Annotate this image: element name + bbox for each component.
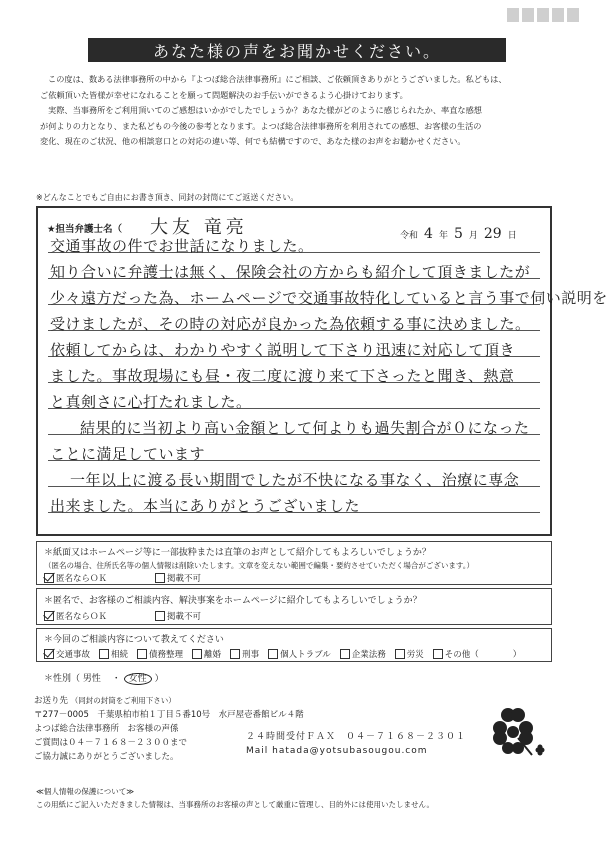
q3-option-other[interactable] bbox=[433, 648, 522, 660]
redaction-block bbox=[522, 8, 534, 22]
instruction-note: ※どんなことでもご自由にお書き頂き、同封の封筒にてご返送ください。 bbox=[36, 193, 299, 202]
checkbox[interactable] bbox=[230, 649, 240, 659]
checkbox[interactable] bbox=[44, 611, 54, 621]
q2-title: ＊匿名で、お客様のご相談内容、解決事案をホームページに紹介してもよろしいでしょうか？ bbox=[44, 596, 422, 606]
date-month[interactable]: 5 bbox=[453, 226, 463, 242]
gender-option-male[interactable]: 男性 bbox=[82, 674, 101, 684]
mail-address[interactable]: Mail hatada@yotsubasougou.com bbox=[246, 746, 428, 756]
q1-option-no-publish[interactable] bbox=[155, 572, 201, 584]
option-label: 労災 bbox=[406, 650, 424, 660]
fax-mail bbox=[246, 730, 466, 758]
option-label: 離婚 bbox=[204, 650, 222, 660]
q3-option-traffic[interactable] bbox=[44, 648, 90, 660]
fax-number: ２４時間受付ＦＡＸ ０４－７１６８－２３０１ bbox=[246, 732, 467, 742]
handwritten-line: 少々遠方だった為、ホームページで交通事故特化していると言う事で伺い説明を bbox=[50, 289, 608, 307]
redaction-block bbox=[537, 8, 549, 22]
q3-option-labor[interactable] bbox=[395, 648, 424, 660]
handwritten-line: ました。事故現場にも昼・夜二度に渡り来て下さったと聞き、熱意 bbox=[50, 367, 515, 385]
thanks-text: ご協力誠にありがとうございました。 bbox=[34, 752, 179, 762]
lawyer-name-handwritten[interactable]: 大友 竜亮 bbox=[150, 217, 248, 238]
intro-line: この度は、数ある法律事務所の中から『よつば総合法律事務所』にご相談、ご依頼頂きありがとうございました。私どもは、 bbox=[48, 74, 507, 84]
q2-option-anonymous-ok[interactable] bbox=[44, 610, 107, 622]
intro-line: が何よりの力となり、また私どもの今後の参考となります。よつば総合法律事務所を利用されての感想、お客様の生活の bbox=[40, 120, 482, 131]
intro-line: 変化、現在のご状況、他の相談窓口との対応の違い等、何でも結構ですので、あなた様のお声をお聴かせください。 bbox=[40, 136, 466, 146]
checkbox[interactable] bbox=[395, 649, 405, 659]
option-label: 企業法務 bbox=[351, 650, 386, 660]
gender-close: ） bbox=[154, 674, 164, 684]
intro-line: ご依頼頂いた皆様が幸せになれることを願って問題解決のお手伝いができるよう心掛けております。 bbox=[40, 89, 408, 100]
office-name: よつば総合法律事務所 お客様の声係 bbox=[34, 724, 179, 734]
option-label: 刑事 bbox=[242, 650, 260, 660]
gender-separator: ・ bbox=[111, 674, 121, 684]
option-label: 債務整理 bbox=[149, 650, 184, 660]
q2-option-no-publish[interactable] bbox=[155, 610, 201, 622]
q3-options bbox=[44, 648, 521, 660]
handwritten-line: 一年以上に渡る長い期間でしたが不快になる事なく、治療に専念 bbox=[70, 471, 520, 489]
checkbox[interactable] bbox=[433, 649, 443, 659]
q1-title: ＊紙面又はホームページ等に一部抜粋または直筆のお声として紹介してもよろしいでしょうか？ bbox=[44, 548, 431, 558]
handwritten-line: 依頼してからは、わかりやすく説明して下さり迅速に対応して頂き bbox=[50, 341, 516, 359]
gender-label: ＊性別（ bbox=[44, 674, 81, 684]
q3-option-corporate[interactable] bbox=[340, 648, 386, 660]
date-year[interactable]: 4 bbox=[424, 226, 433, 242]
intro-line: 実際、当事務所をご利用頂いてのご感想はいかがでしたでしょうか？あなた様がどのように感じられたか、率直な感想 bbox=[48, 105, 482, 115]
lawyer-label: ★担当弁護士名（ bbox=[47, 224, 123, 235]
checkbox[interactable] bbox=[44, 649, 54, 659]
date-day[interactable]: 29 bbox=[483, 226, 502, 242]
date-era: 令和 bbox=[400, 231, 419, 241]
handwritten-line: 結果的に当初より高い金額として何よりも過失割合が０になった bbox=[80, 419, 530, 437]
phone-text: ご質問は０４－７１６８－２３００まで bbox=[34, 738, 188, 748]
q1-options bbox=[44, 572, 201, 584]
handwritten-line: 受けましたが、その時の対応が良かった為依頼する事に決めました。 bbox=[50, 315, 531, 333]
checkbox[interactable] bbox=[155, 611, 165, 621]
handwritten-line: 交通事故の件でお世話になりました。 bbox=[50, 237, 314, 255]
privacy-notice bbox=[36, 785, 434, 811]
option-label: 匿名ならＯＫ bbox=[56, 574, 108, 584]
send-note: （同封の封筒をご利用下さい） bbox=[70, 696, 176, 705]
q1-note: （匿名の場合、住所氏名等の個人情報は削除いたします。文章を変えない範囲で編集・要約させていただく場合がございます。） bbox=[44, 561, 475, 570]
q3-option-divorce[interactable] bbox=[192, 648, 221, 660]
q1-option-anonymous-ok[interactable] bbox=[44, 572, 107, 584]
gender-option-female[interactable]: 女性 bbox=[124, 673, 152, 685]
q3-option-inheritance[interactable] bbox=[99, 648, 128, 660]
q3-option-personal[interactable] bbox=[268, 648, 331, 660]
q3-option-criminal[interactable] bbox=[230, 648, 259, 660]
checkbox[interactable] bbox=[44, 573, 54, 583]
redaction-block bbox=[507, 8, 519, 22]
handwritten-line: ことに満足しています bbox=[50, 445, 206, 463]
privacy-title: ≪個人情報の保護について≫ bbox=[36, 787, 135, 796]
checkbox[interactable] bbox=[155, 573, 165, 583]
option-label: 掲載不可 bbox=[167, 612, 202, 622]
option-label: 匿名ならＯＫ bbox=[56, 612, 108, 622]
checkbox[interactable] bbox=[340, 649, 350, 659]
date-month-label: 月 bbox=[468, 231, 478, 241]
redaction-block bbox=[552, 8, 564, 22]
q3-option-debt[interactable] bbox=[137, 648, 183, 660]
address: 〒277－0005 千葉県柏市柏１丁目５番10号 水戸屋壱番館ビル４階 bbox=[34, 710, 304, 720]
date-day-label: 日 bbox=[507, 231, 517, 241]
handwritten-line: 知り合いに弁護士は無く、保険会社の方からも紹介して頂きましたが bbox=[50, 263, 531, 281]
option-label: ） bbox=[512, 650, 522, 660]
intro-text bbox=[40, 72, 550, 150]
page-title-banner: あなた様の声をお聞かせください。 bbox=[88, 38, 506, 62]
q3-title: ＊今回のご相談内容について教えてください bbox=[44, 635, 224, 645]
checkbox[interactable] bbox=[192, 649, 202, 659]
option-label: 個人トラブル bbox=[280, 650, 331, 660]
option-label: 交通事故 bbox=[56, 650, 91, 660]
four-leaf-clover-icon bbox=[488, 700, 548, 760]
handwritten-line: 出来ました。本当にありがとうございました bbox=[50, 497, 361, 515]
option-label: 掲載不可 bbox=[167, 574, 202, 584]
gender-field bbox=[44, 671, 164, 684]
checkbox[interactable] bbox=[137, 649, 147, 659]
redacted-stamp bbox=[507, 4, 587, 26]
option-label: その他（ bbox=[444, 650, 479, 660]
privacy-text: この用紙にご記入いただきました情報は、当事務所のお客様の声として厳重に管理し、目的外には使用いたしません。 bbox=[36, 800, 434, 809]
handwritten-line: と真剣さに心打たれました。 bbox=[50, 393, 252, 411]
q2-options bbox=[44, 610, 201, 622]
redaction-block bbox=[567, 8, 579, 22]
option-label: 相続 bbox=[111, 650, 129, 660]
date-year-label: 年 bbox=[438, 231, 448, 241]
send-to-label: お送り先 bbox=[34, 696, 69, 706]
checkbox[interactable] bbox=[99, 649, 109, 659]
checkbox[interactable] bbox=[268, 649, 278, 659]
